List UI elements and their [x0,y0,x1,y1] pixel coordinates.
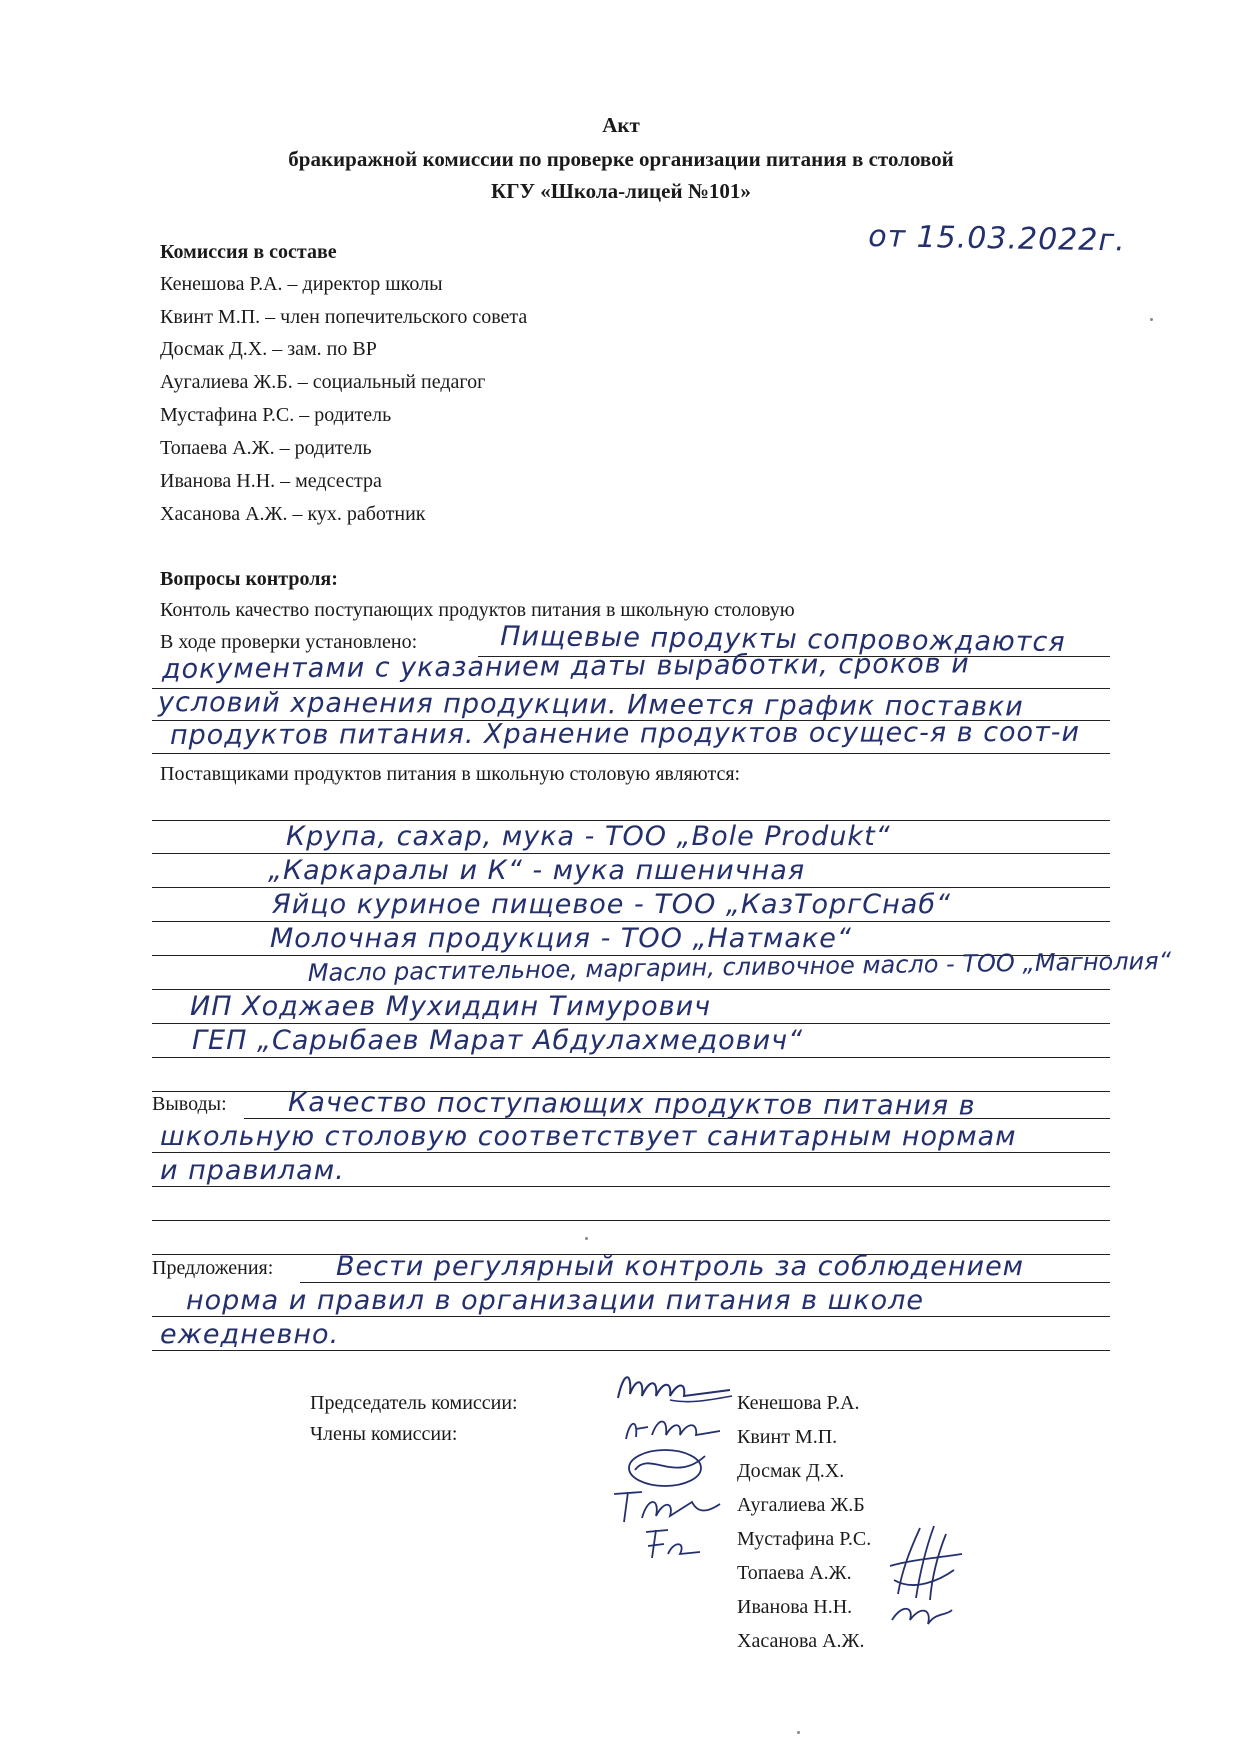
suppliers-label: Поставщиками продуктов питания в школьную столовую являются: [160,763,741,785]
handwritten-findings: документами с указанием даты выработки, сроков и [161,648,970,685]
ruled-line [152,989,1110,990]
commission-member: Хасанова А.Ж. – кух. работник [160,503,426,525]
signatory-name: Квинт М.П. [737,1426,838,1448]
handwritten-date: от 15.03.2022г. [867,219,1126,259]
handwritten-findings: Пищевые продукты сопровождаются [500,621,1066,658]
ruled-line [152,1220,1110,1221]
scan-speck [797,1731,800,1734]
handwritten-proposal: норма и правил в организации питания в школе [186,1285,925,1316]
scan-speck [585,1237,588,1240]
commission-member: Квинт М.П. – член попечительского совета [160,306,528,328]
handwritten-conclusion: Качество поступающих продуктов питания в [288,1087,976,1122]
commission-member: Мустафина Р.С. – родитель [160,404,392,426]
commission-member: Досмак Д.Х. – зам. по ВР [160,338,377,360]
handwritten-supplier: Яйцо куриное пищевое - ТОО „КазТоргСнаб“ [272,889,951,920]
handwritten-findings: продуктов питания. Хранение продуктов осущес-я в соот-и [169,716,1081,751]
ruled-line [152,1350,1110,1351]
conclusions-label: Выводы: [152,1093,227,1115]
ruled-line [152,1186,1110,1187]
members-label: Члены комиссии: [310,1423,458,1445]
handwritten-findings: условий хранения продукции. Имеется график поставки [158,687,1024,723]
ruled-line [152,853,1110,854]
handwritten-supplier: Крупа, сахар, мука - ТОО „Bole Produkt“ [286,821,891,852]
ruled-line [152,921,1110,922]
commission-heading: Комиссия в составе [160,241,337,263]
handwritten-conclusion: и правилам. [160,1155,345,1186]
ruled-line [152,1152,1110,1153]
chair-label: Председатель комиссии: [310,1392,518,1414]
commission-member: Кенешова Р.А. – директор школы [160,273,443,295]
commission-member: Топаева А.Ж. – родитель [160,437,372,459]
doc-title: Акт [602,113,640,137]
control-heading: Вопросы контроля: [160,568,338,590]
signature-member [880,1520,970,1640]
signatory-name: Мустафина Р.С. [737,1528,872,1550]
scan-speck [1150,318,1153,321]
handwritten-supplier: „Каркаралы и К“ - мука пшеничная [268,855,806,886]
commission-member: Иванова Н.Н. – медсестра [160,470,382,492]
control-topic: Контоль качество поступающих продуктов питания в школьную столовую [160,599,795,621]
handwritten-supplier: Масло растительное, маргарин, сливочное масло - ТОО „Магнолия“ [307,946,1172,988]
ruled-line [152,887,1110,888]
signatory-name: Аугалиева Ж.Б [737,1494,865,1516]
ruled-line [152,1316,1110,1317]
ruled-line [152,1057,1110,1058]
established-label: В ходе проверки установлено: [160,631,418,653]
handwritten-supplier: ИП Ходжаев Мухиддин Тимурович [190,991,712,1022]
doc-subtitle: бракиражной комиссии по проверке организации питания в столовой [288,147,954,171]
commission-member: Аугалиева Ж.Б. – социальный педагог [160,371,486,393]
handwritten-proposal: ежедневно. [160,1319,340,1350]
ruled-line [152,1023,1110,1024]
ruled-line [152,753,1110,754]
signatory-name: Досмак Д.Х. [737,1460,845,1482]
handwritten-proposal: Вести регулярный контроль за соблюдением [336,1251,1025,1282]
signatory-name: Иванова Н.Н. [737,1596,853,1618]
signatory-name: Кенешова Р.А. [737,1392,860,1414]
handwritten-supplier: ГЕП „Сарыбаев Марат Абдулахмедович“ [192,1025,804,1056]
signatory-name: Хасанова А.Ж. [737,1630,865,1652]
handwritten-conclusion: школьную столовую соответствует санитарным нормам [160,1121,1017,1152]
signatory-name: Топаева А.Ж. [737,1562,852,1584]
proposals-label: Предложения: [152,1257,274,1279]
signature-member [638,1520,708,1565]
doc-school: КГУ «Школа-лицей №101» [491,179,751,203]
handwritten-supplier: Молочная продукция - ТОО „Натмаке“ [270,923,852,954]
ruled-line [300,1282,1110,1283]
